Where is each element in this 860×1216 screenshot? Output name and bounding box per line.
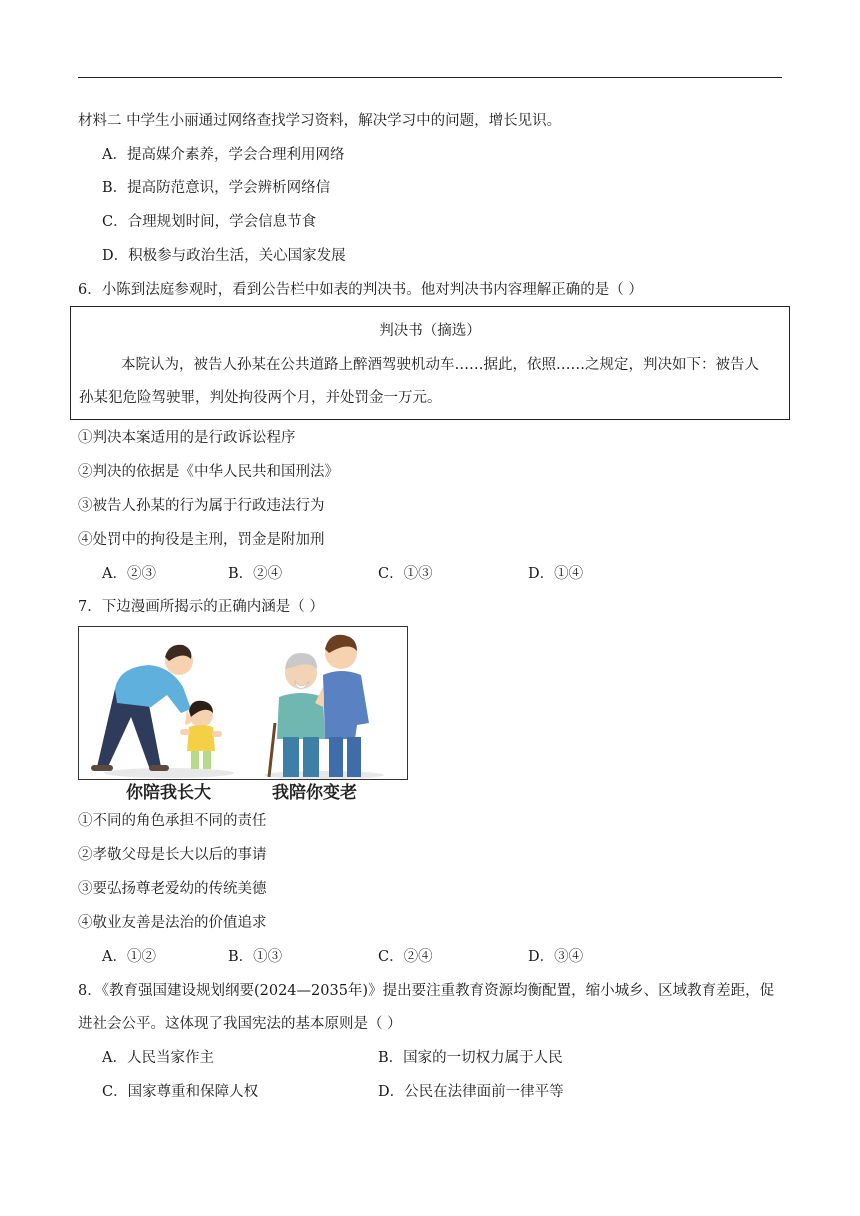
material2-text: 材料二 中学生小丽通过网络查找学习资料，解决学习中的问题，增长见识。 bbox=[78, 113, 562, 129]
q7-option-a: A．①② bbox=[102, 949, 156, 965]
comic-illustration bbox=[78, 626, 408, 780]
q6-item-4: ④处罚中的拘役是主刑，罚金是附加刑 bbox=[78, 532, 325, 548]
material2-option-b: B．提高防范意识，学会辨析网络信 bbox=[102, 180, 331, 196]
q6-option-b: B．②④ bbox=[228, 566, 283, 582]
judgment-body-line-2: 孙某犯危险驾驶罪，判处拘役两个月，并处罚金一万元。 bbox=[79, 390, 442, 406]
q6-stem: 6．小陈到法庭参观时，看到公告栏中如表的判决书。他对判决书内容理解正确的是（ ） bbox=[78, 282, 643, 298]
q6-item-3: ③被告人孙某的行为属于行政违法行为 bbox=[78, 498, 325, 514]
comic-caption-left: 你陪我长大 bbox=[126, 783, 211, 803]
q7-item-2: ②孝敬父母是长大以后的事请 bbox=[78, 847, 267, 863]
material2-option-d: D．积极参与政治生活，关心国家发展 bbox=[102, 248, 346, 264]
judgment-box bbox=[70, 306, 790, 420]
q7-item-3: ③要弘扬尊老爱幼的传统美德 bbox=[78, 881, 267, 897]
toddler-figure bbox=[180, 701, 222, 769]
q7-item-4: ④敬业友善是法治的价值追求 bbox=[78, 915, 267, 931]
judgment-title: 判决书（摘选） bbox=[379, 323, 481, 339]
q8-option-d: D．公民在法律面前一律平等 bbox=[378, 1084, 564, 1100]
material2-option-c: C．合理规划时间，学会信息节食 bbox=[102, 214, 317, 230]
material2-option-a: A．提高媒介素养，学会合理利用网络 bbox=[102, 147, 345, 163]
q6-item-1: ①判决本案适用的是行政诉讼程序 bbox=[78, 430, 296, 446]
q6-option-a: A．②③ bbox=[102, 566, 156, 582]
q8-option-b: B．国家的一切权力属于人民 bbox=[378, 1050, 563, 1066]
q8-stem-line-2: 进社会公平。这体现了我国宪法的基本原则是（ ） bbox=[78, 1016, 402, 1032]
father-figure bbox=[91, 645, 193, 771]
q6-option-c: C．①③ bbox=[378, 566, 433, 582]
q7-stem: 7．下边漫画所揭示的正确内涵是（ ） bbox=[78, 599, 324, 615]
q8-option-a: A．人民当家作主 bbox=[102, 1050, 214, 1066]
q8-stem-line-1: 8．《教育强国建设规划纲要(2024—2035年)》提出要注重教育资源均衡配置，缩小城乡、区域教育差距，促 bbox=[78, 983, 775, 999]
q7-option-b: B．①③ bbox=[228, 949, 283, 965]
q7-option-c: C．②④ bbox=[378, 949, 433, 965]
comic-drawing bbox=[79, 627, 408, 780]
q6-item-2: ②判决的依据是《中华人民共和国刑法》 bbox=[78, 464, 339, 480]
q7-item-1: ①不同的角色承担不同的责任 bbox=[78, 813, 267, 829]
header-rule bbox=[78, 77, 782, 78]
comic-caption-right: 我陪你变老 bbox=[272, 783, 357, 803]
q7-option-d: D．③④ bbox=[528, 949, 584, 965]
q6-option-d: D．①④ bbox=[528, 566, 584, 582]
q8-option-c: C．国家尊重和保障人权 bbox=[102, 1084, 259, 1100]
judgment-body-line-1: 本院认为，被告人孙某在公共道路上醉酒驾驶机动车……据此，依照……之规定，判决如下：被告人 bbox=[121, 357, 759, 373]
elderly-figure bbox=[269, 653, 325, 777]
